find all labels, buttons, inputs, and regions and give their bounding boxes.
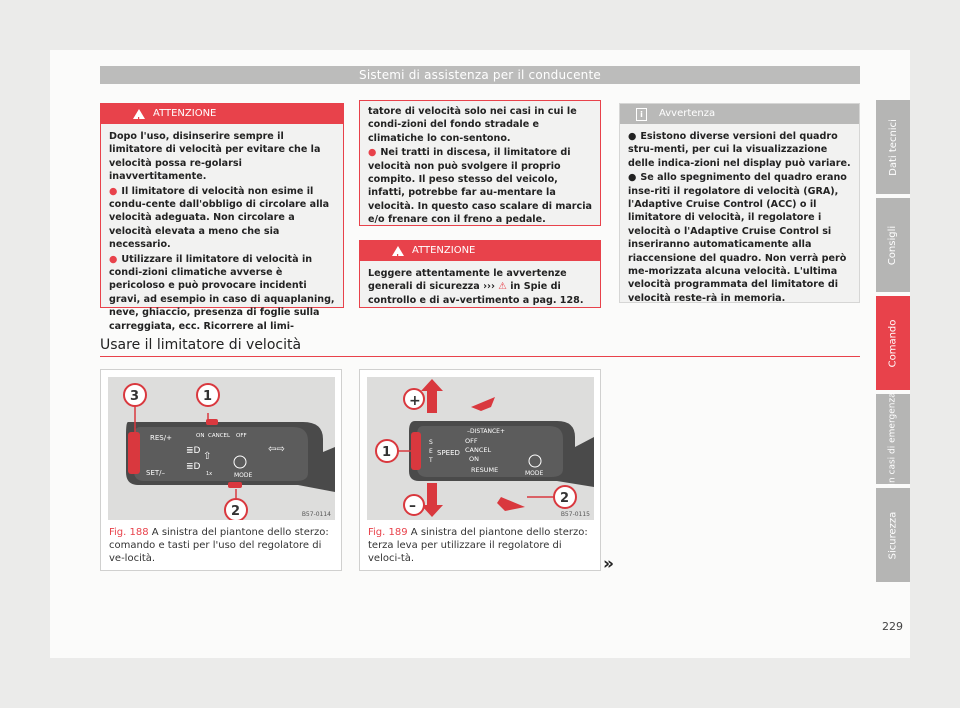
warning-item: ● Il limitatore di velocità non esime il condu-cente dall'obbligo di circolare alla velocità adeguata. Non circolare a velocità elevata a meno che sia necessario.: [109, 185, 330, 251]
lever-off-label: OFF: [465, 437, 478, 445]
warning-header: [360, 241, 600, 261]
tab-emergenza[interactable]: In casi di emergenza: [876, 394, 910, 484]
warning-item: ● Utilizzare il limitatore di velocità in condi-zioni climatiche avverse è pericoloso e può provocare incidenti gravi, ad esempio in caso di aquaplaning, neve, ghiaccio, presenza di foglie sulla carreggiata, ecc. Ricorrere al limi-: [109, 253, 335, 332]
lever-resume-label: RESUME: [471, 466, 499, 474]
lever-distance-label: –DISTANCE+: [467, 428, 505, 435]
figure-code: B57-0114: [301, 511, 331, 518]
callout-minus: –: [409, 498, 416, 514]
callout-2: 2: [560, 491, 570, 506]
figure-number: Fig. 188: [109, 527, 149, 538]
warning-continuation: [359, 100, 601, 226]
warning-box-2: [359, 240, 601, 308]
lever-on-label: ON: [469, 455, 479, 463]
note-header: [620, 104, 859, 124]
warning-item: ● Nei tratti in discesa, il limitatore di velocità non può svolgere il proprio compito. Il peso stesso del veicolo, infatti, potrebbe far au-mentare la velocità. In questo caso scalare di marcia e/o frenare con il freno a pedale.: [368, 147, 592, 226]
warning-text: Leggere attentamente le avvertenze generali di sicurezza ››› ⚠ in Spie di controllo e di av-vertimento a pag. 128.: [368, 268, 584, 306]
note-item: ● Se allo spegnimento del quadro erano inse-riti il regolatore di velocità (GRA), l'Adaptive Cruise Control (ACC) o il limitatore di velocità, il regolatore i velocità o l'Adaptive Cruise Control si inseriranno automaticamente alla riaccensione del quadro. Non verrà però me-morizzata alcuna velocità. L'ultima velocità programmata del limitatore di velocità reste-rà in memoria.: [628, 172, 847, 304]
lever-e-label: E: [429, 448, 433, 455]
bullet-icon: ●: [628, 131, 637, 142]
warning-inline-icon: ⚠: [498, 281, 507, 293]
tab-comando[interactable]: Comando: [876, 296, 910, 390]
callout-1: 1: [203, 389, 213, 404]
info-icon: i: [636, 108, 647, 121]
lever-cancel-label: CANCEL: [208, 433, 231, 439]
callout-3: 3: [130, 389, 140, 404]
warning-box-1: [100, 103, 344, 332]
warning-label: ATTENZIONE: [153, 108, 217, 119]
svg-text:⇦⇨: ⇦⇨: [268, 444, 285, 455]
callout-1: 1: [382, 445, 392, 460]
warning-icon: [133, 109, 145, 119]
warning-header: [101, 104, 343, 124]
svg-text:⇧: ⇧: [203, 451, 212, 462]
stalk-illustration: [108, 377, 335, 520]
lever-on-label: ON: [196, 433, 205, 439]
lever-res-label: RES/+: [150, 434, 172, 442]
lever-off-label: OFF: [236, 433, 247, 439]
tab-consigli[interactable]: Consigli: [876, 198, 910, 292]
note-label: Avvertenza: [659, 108, 716, 119]
section-title: Usare il limitatore di velocità: [100, 337, 860, 357]
bullet-icon: ●: [628, 172, 637, 184]
lever-t-label: T: [429, 457, 433, 464]
note-box: [619, 103, 860, 303]
stalk-illustration: [367, 377, 594, 520]
callout-2: 2: [231, 504, 241, 519]
tab-sicurezza[interactable]: Sicurezza: [876, 488, 910, 582]
svg-text:≣D: ≣D: [186, 446, 201, 456]
link-arrows[interactable]: ›››: [483, 281, 495, 293]
tab-dati-tecnici[interactable]: Dati tecnici: [876, 100, 910, 194]
lever-s-label: S: [429, 439, 433, 446]
lever-mode-label: MODE: [234, 472, 253, 479]
bullet-icon: ●: [368, 147, 377, 159]
figure-caption: Fig. 189 A sinistra del piantone dello sterzo: terza leva per utilizzare il regolatore di veloci-tà.: [368, 527, 588, 564]
figure-188: [100, 369, 342, 571]
page-header: Sistemi di assistenza per il conducente: [100, 66, 860, 84]
lever-mode-label: MODE: [525, 470, 544, 477]
bullet-icon: ●: [109, 253, 118, 265]
warning-icon: [392, 246, 404, 256]
figure-code: B57-0115: [560, 511, 590, 518]
lever-1x-label: 1x: [206, 471, 213, 477]
figure-image: [367, 377, 594, 520]
figure-189: [359, 369, 601, 571]
lever-cancel-label: CANCEL: [465, 446, 492, 454]
continuation-text: tatore di velocità solo nei casi in cui le condi-zioni del fondo stradale e climatiche lo con-sentono.: [368, 106, 577, 144]
note-item: ● Esistono diverse versioni del quadro stru-menti, per cui la visualizzazione delle indica-zioni nel display può variare.: [628, 131, 851, 169]
svg-text:≣D: ≣D: [186, 462, 201, 472]
warning-label: ATTENZIONE: [412, 245, 476, 256]
bullet-icon: ●: [109, 185, 118, 197]
warning-intro: Dopo l'uso, disinserire sempre il limitatore di velocità per evitare che la velocità possa re-golarsi inavvertitamente.: [109, 131, 321, 183]
figure-image: [108, 377, 335, 520]
lever-set-label: SET/–: [146, 469, 166, 477]
page-number: 229: [882, 620, 903, 633]
callout-plus: +: [409, 393, 421, 409]
lever-speed-label: SPEED: [437, 449, 460, 457]
figure-caption: Fig. 188 A sinistra del piantone dello sterzo: comando e tasti per l'uso del regolatore di ve-locità.: [109, 527, 329, 564]
continue-mark: »: [603, 554, 614, 574]
figure-number: Fig. 189: [368, 527, 408, 538]
